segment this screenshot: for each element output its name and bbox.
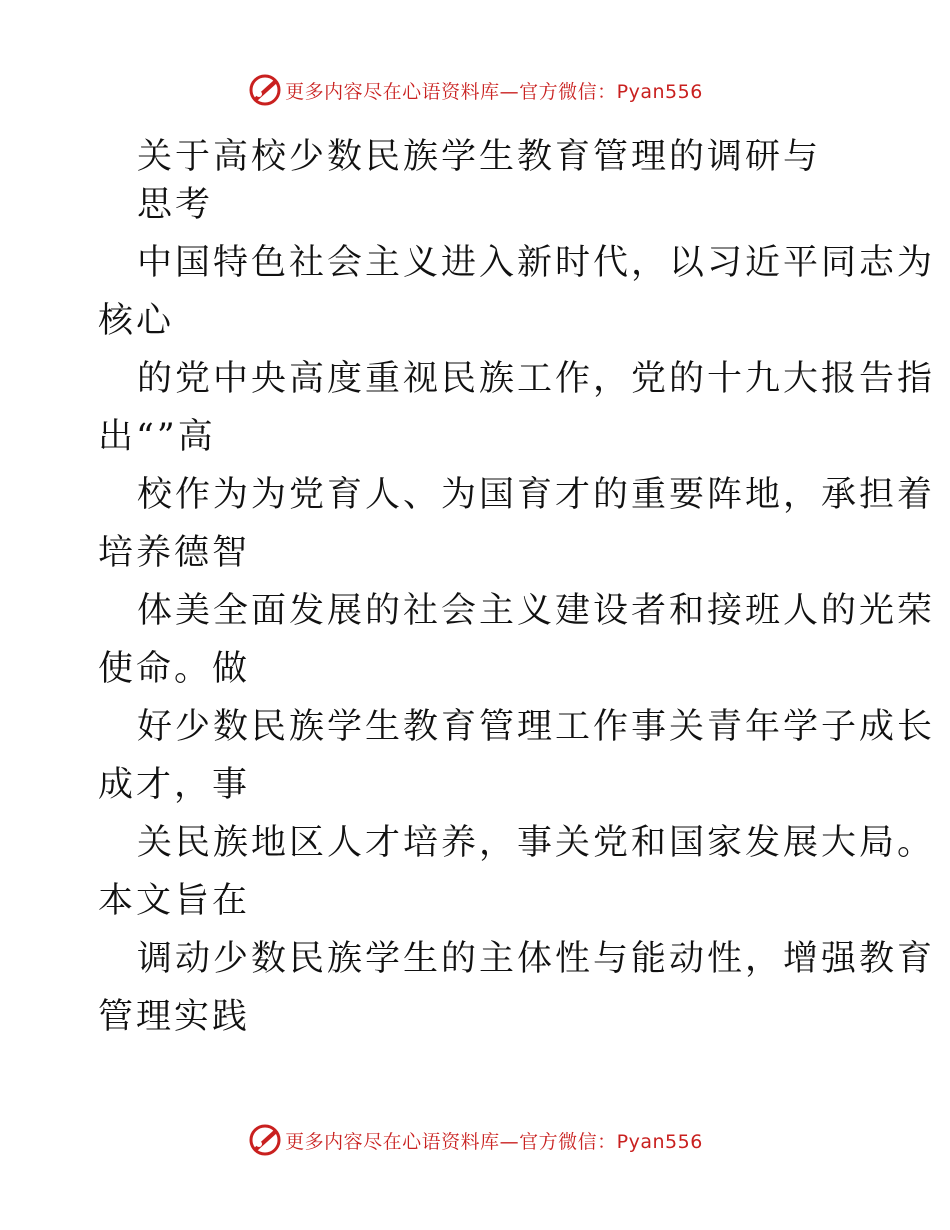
text-line: 关于高校少数民族学生教育管理的调研与 [137, 137, 822, 177]
text-line: 好少数民族学生教育管理工作事关青年学子成长 [137, 707, 936, 747]
text-line: 出“”高 [98, 417, 216, 457]
text-line: 成才，事 [98, 765, 251, 805]
text-line: 的党中央高度重视民族工作，党的十九大报告指 [137, 359, 936, 399]
text-line: 培养德智 [98, 533, 251, 573]
text-line: 调动少数民族学生的主体性与能动性，增强教育 [137, 939, 936, 979]
text-line: 中国特色社会主义进入新时代，以习近平同志为 [137, 243, 936, 283]
pen-seal-logo-icon [247, 1122, 283, 1158]
text-line: 本文旨在 [98, 881, 251, 921]
text-line: 体美全面发展的社会主义建设者和接班人的光荣 [137, 591, 936, 631]
text-line: 校作为为党育人、为国育才的重要阵地，承担着 [137, 475, 936, 515]
text-line: 使命。做 [98, 649, 251, 689]
watermark-footer [0, 1120, 950, 1160]
text-line: 管理实践 [98, 997, 251, 1037]
watermark-text: 更多内容尽在心语资料库—官方微信：Pyan556 [285, 1130, 703, 1153]
text-line: 核心 [98, 301, 175, 341]
pen-seal-logo-icon [247, 72, 283, 108]
text-line: 关民族地区人才培养，事关党和国家发展大局。 [137, 823, 936, 863]
watermark-text: 更多内容尽在心语资料库—官方微信：Pyan556 [285, 80, 703, 103]
watermark-header [0, 70, 950, 110]
text-line: 思考 [137, 185, 214, 225]
